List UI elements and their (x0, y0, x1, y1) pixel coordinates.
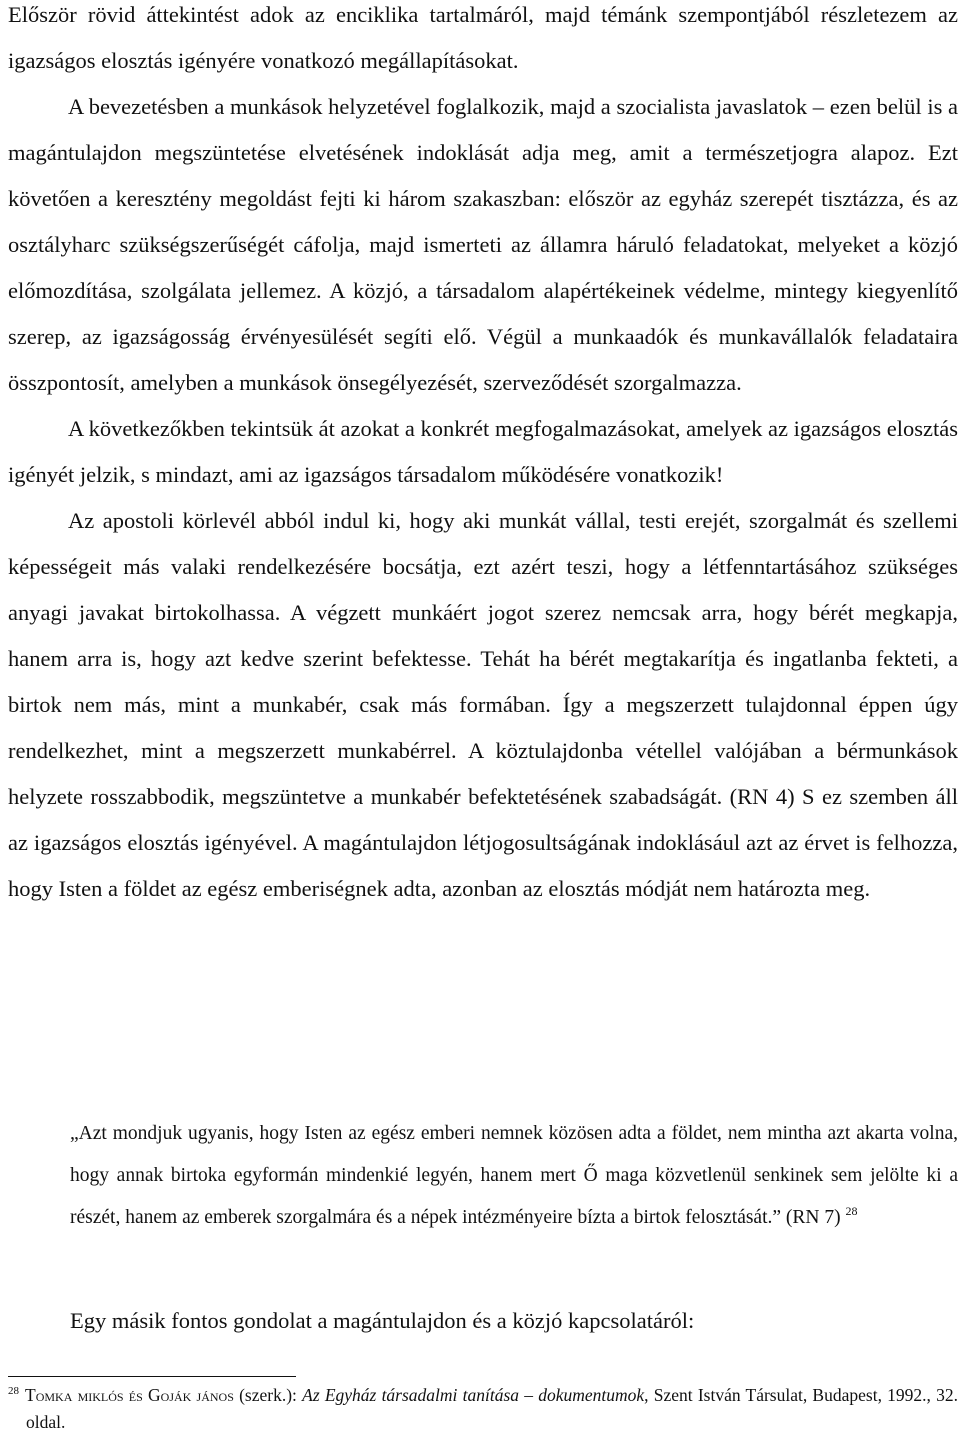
quote-text: „Azt mondjuk ugyanis, hogy Isten az egész emberi nemnek közösen adta a földet, nem mintha azt akarta volna, hogy annak birtoka egyformán mindenkié legyén, hanem mert Ő maga közvetlenül senkinek sem jelölte ki a részét, hanem az emberek szorgalmára és a népek intézményeire bízta a birtok felosztását.” (RN 7) (70, 1123, 958, 1228)
paragraph-intro: Először rövid áttekintést adok az enciklika tartalmáról, majd témánk szempontjából részletezem az igazságos elosztás igényére vonatkozó megállapításokat. (8, 2, 958, 73)
footnote-publisher: , Szent István Társulat, Budapest, 1992., 32. oldal. (26, 1385, 958, 1432)
footnote (8, 1382, 958, 1436)
paragraph-summary: A bevezetésben a munkások helyzetével foglalkozik, majd a szocialista javaslatok – ezen belül is a magántulajdon megszüntetése elvetésének indoklását adja meg, amit a természetjogra alapoz. Ezt követően a keresztény megoldást fejti ki három szakaszban: először az egyház szerepét tisztázza, és az osztályharc szükségszerűségét cáfolja, majd ismerteti az államra háruló feladatokat, melyeket a közjó előmozdítása, szolgálata jellemez. A közjó, a társadalom alapértékeinek védelme, mintegy kiegyenlítő szerep, az igazságosság érvényesülését segíti elő. Végül a munkaadók és munkavállalók feladataira összpontosít, amelyben a munkások önsegélyezését, szerveződését szorgalmazza. (8, 94, 958, 395)
paragraph-transition: A következőkben tekintsük át azokat a konkrét megfogalmazásokat, amelyek az igazságos elosztás igényét jelzik, s mindazt, ami az igazságos társadalom működésére vonatkozik! (8, 416, 958, 487)
footnote-title: Az Egyház társadalmi tanítása – dokumentumok (302, 1385, 645, 1405)
quote-paragraph (70, 1113, 958, 1239)
block-quote (70, 1113, 958, 1239)
body-text (8, 0, 958, 912)
paragraph-analysis: Az apostoli körlevél abból indul ki, hogy aki munkát vállal, testi erejét, szorgalmát és szellemi képességeit más valaki rendelkezésére bocsátja, ezt azért teszi, hogy a létfenntartásához szükséges anyagi javakat birtokolhassa. A végzett munkáért jogot szerez nemcsak arra, hogy bérét megkapja, hanem arra is, hogy azt kedve szerint befektesse. Tehát ha bérét megtakarítja és ingatlanba fekteti, a birtok nem más, mint a munkabér, csak más formában. Így a megszerzett tulajdonnal éppen úgy rendelkezhet, mint a megszerzett munkabérrel. A köztulajdonba vétellel valójában a bérmunkások helyzete rosszabbodik, megszüntetve a munkabér befektetésének szabadságát. (RN 4) S ez szemben áll az igazságos elosztás igényével. A magántulajdon létjogosultságának indoklásául azt az érvet is felhozza, hogy Isten a földet az egész emberiségnek adta, azonban az elosztás módját nem határozta meg. (8, 508, 958, 901)
footnote-reference[interactable]: 28 (845, 1204, 858, 1218)
footnote-separator (8, 1376, 296, 1377)
footnote-authors: Tomka miklós és Goják jános (25, 1385, 234, 1405)
footnote-editor-note: (szerk.): (233, 1385, 303, 1405)
trailing-sentence: Egy másik fontos gondolat a magántulajdon és a közjó kapcsolatáról: (70, 1308, 695, 1333)
footnote-mark: 28 (8, 1385, 19, 1397)
footnote-entry (8, 1382, 958, 1436)
